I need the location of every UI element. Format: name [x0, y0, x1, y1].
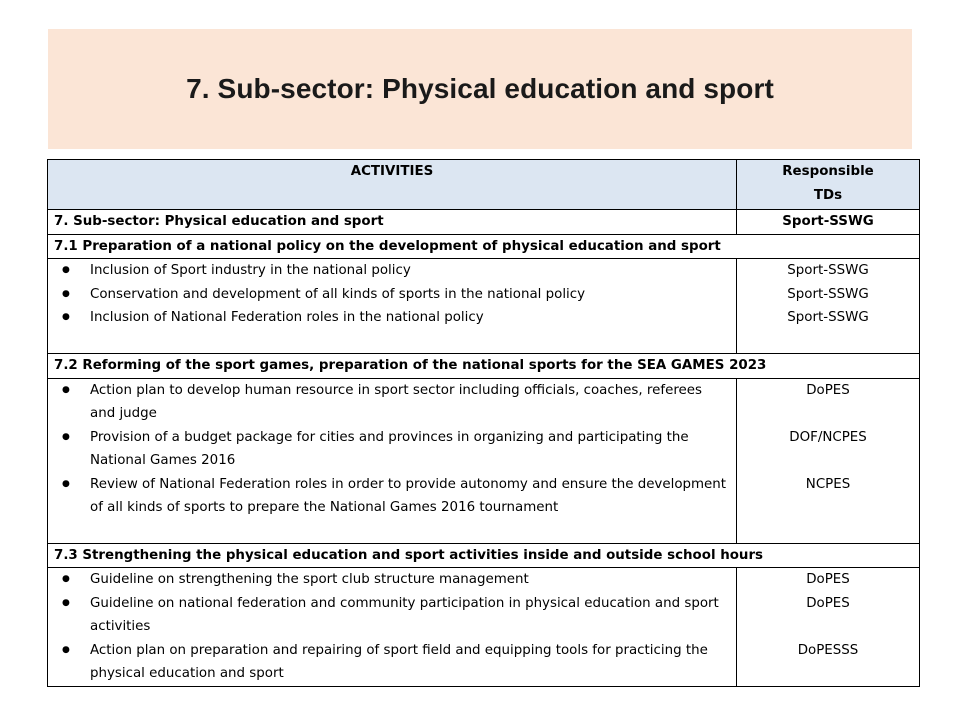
responsible-value: DoPESSS — [797, 642, 859, 658]
section-heading-7-2: 7.2 Reforming of the sport games, preparation of the national sports for the SEA GAMES 2023 — [48, 354, 920, 379]
subsector-row — [48, 210, 920, 235]
section-heading-row — [48, 543, 920, 568]
header-responsible-line1: Responsible — [782, 164, 874, 179]
list-item: ● Inclusion of Sport industry in the national policy — [54, 259, 730, 283]
responsible-value: Sport-SSWG — [787, 310, 869, 325]
responsible-value: Sport-SSWG — [787, 286, 869, 302]
section-7-2-responsible — [737, 378, 920, 543]
header-activities: ACTIVITIES — [48, 160, 737, 210]
list-item: ● Inclusion of National Federation roles in the national policy — [54, 306, 730, 330]
subsector-label: 7. Sub-sector: Physical education and sport — [48, 210, 737, 235]
list-item: ● Guideline on national federation and community participation in physical education and sport activities — [54, 592, 730, 639]
section-7-3-responsible — [737, 568, 920, 687]
page-title: 7. Sub-sector: Physical education and sport — [186, 73, 774, 104]
section-7-1-activities — [48, 259, 737, 354]
section-heading-7-1: 7.1 Preparation of a national policy on the development of physical education and sport — [48, 234, 920, 259]
section-items-row — [48, 259, 920, 354]
section-7-2-activities — [48, 378, 737, 543]
list-item: ● Provision of a budget package for cities and provinces in organizing and participating the National Games 2016 — [54, 426, 730, 473]
list-item: ● Action plan on preparation and repairing of sport field and equipping tools for practicing the physical education and sport — [54, 639, 730, 686]
table-header-row — [48, 160, 920, 210]
section-heading-7-3: 7.3 Strengthening the physical education and sport activities inside and outside school hours — [48, 543, 920, 568]
list-item: ● Action plan to develop human resource in sport sector including officials, coaches, referees and judge — [54, 379, 730, 426]
responsible-value: DoPES — [806, 382, 850, 398]
section-heading-row — [48, 354, 920, 379]
responsible-value: NCPES — [805, 476, 851, 492]
list-item: ● Guideline on strengthening the sport club structure management — [54, 568, 730, 592]
section-items-row — [48, 568, 920, 687]
subsector-responsible: Sport-SSWG — [737, 210, 920, 235]
header-responsible-line2: TDs — [813, 187, 843, 203]
list-item: ● Conservation and development of all kinds of sports in the national policy — [54, 283, 730, 307]
section-items-row — [48, 378, 920, 543]
responsible-value: Sport-SSWG — [787, 263, 869, 278]
responsible-value: DOF/NCPES — [789, 429, 867, 445]
responsible-value: DoPES — [806, 595, 850, 611]
activities-table — [47, 159, 920, 687]
section-7-3-activities — [48, 568, 737, 687]
section-heading-row — [48, 234, 920, 259]
header-responsible — [737, 160, 920, 210]
responsible-value: DoPES — [806, 572, 850, 587]
title-banner — [48, 29, 912, 149]
list-item: ● Review of National Federation roles in order to provide autonomy and ensure the development of all kinds of sports to prepare the National Games 2016 tournament — [54, 473, 730, 520]
section-7-1-responsible — [737, 259, 920, 354]
